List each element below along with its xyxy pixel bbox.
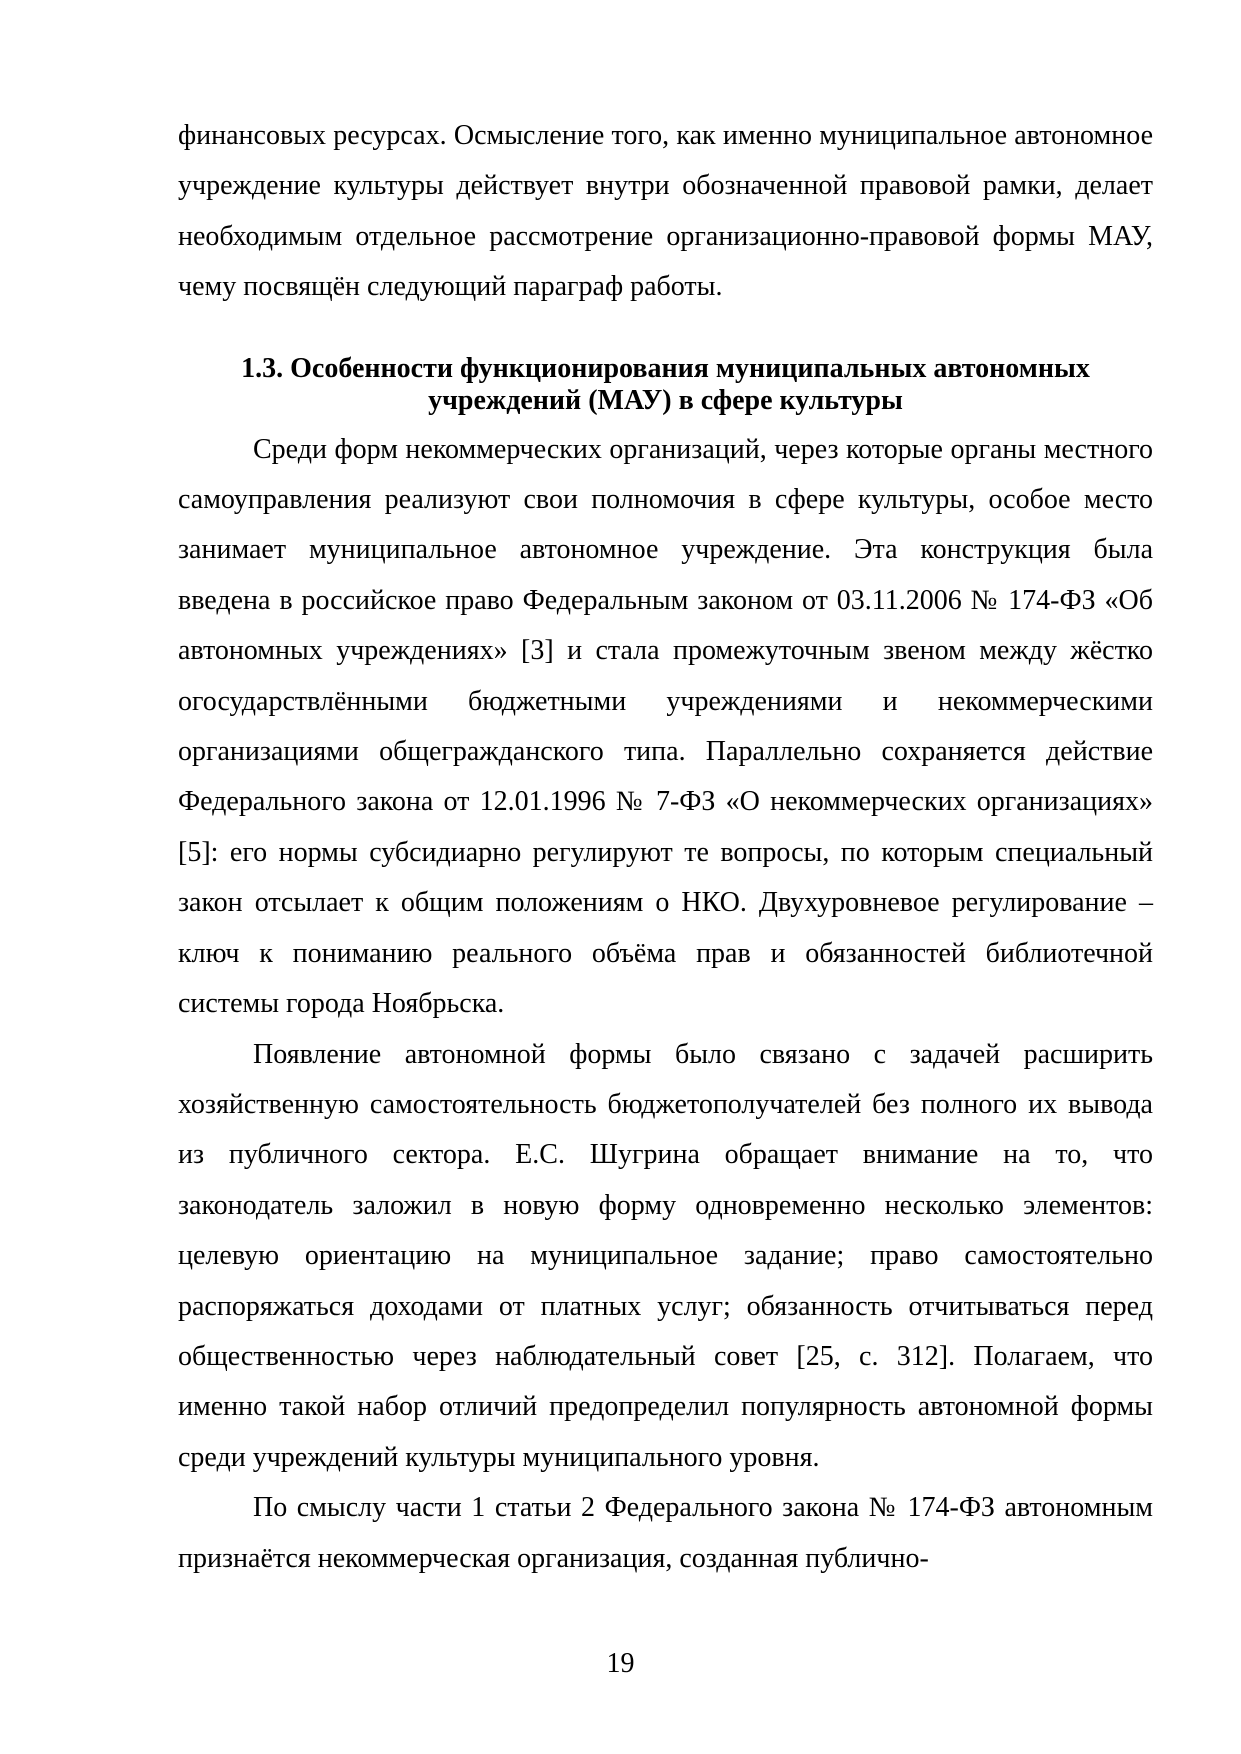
section-heading-line2: учреждений (МАУ) в сфере культуры bbox=[428, 384, 903, 416]
page-content bbox=[178, 111, 1153, 1584]
section-heading bbox=[178, 353, 1153, 425]
page-number: 19 bbox=[606, 1648, 635, 1679]
paragraph-3: По смыслу части 1 статьи 2 Федерального закона № 174-ФЗ автономным признаётся некоммерческая организация, созданная публично- bbox=[178, 1492, 1153, 1574]
paragraph-continuation: финансовых ресурсах. Осмысление того, как именно муниципальное автономное учреждение культуры действует внутри обозначенной правовой рамки, делает необходимым отдельное рассмотрение организационно-правовой формы МАУ, чему посвящён следующий параграф работы. bbox=[178, 120, 1153, 303]
paragraph-1: Среди форм некоммерческих организаций, через которые органы местного самоуправления реализуют свои полномочия в сфере культуры, особое место занимает муниципальное автономное учреждение. Эта конструкция была введена в российское право Федеральным законом от 03.11.2006 № 174-ФЗ «Об автономных учреждениях» [3] и стала промежуточным звеном между жёстко огосударствлёнными бюджетными учреждениями и некоммерческими организациями общегражданского типа. Параллельно сохраняется действие Федерального закона от 12.01.1996 № 7-ФЗ «О некоммерческих организациях» [5]: его нормы субсидиарно регулируют те вопросы, по которым специальный закон отсылает к общим положениям о НКО. Двухуровневое регулирование – ключ к пониманию реального объёма прав и обязанностей библиотечной системы города Ноябрьска. bbox=[178, 433, 1153, 1020]
paragraph-2: Появление автономной формы было связано с задачей расширить хозяйственную самостоятельность бюджетополучателей без полного их вывода из публичного сектора. Е.С. Шугрина обращает внимание на то, что законодатель заложил в новую форму одновременно несколько элементов: целевую ориентацию на муниципальное задание; право самостоятельно распоряжаться доходами от платных услуг; обязанность отчитываться перед общественностью через наблюдательный совет [25, с. 312]. Полагаем, что именно такой набор отличий предопределил популярность автономной формы среди учреждений культуры муниципального уровня. bbox=[178, 1038, 1153, 1473]
section-heading-line1: 1.3. Особенности функционирования муниципальных автономных bbox=[241, 352, 1090, 384]
